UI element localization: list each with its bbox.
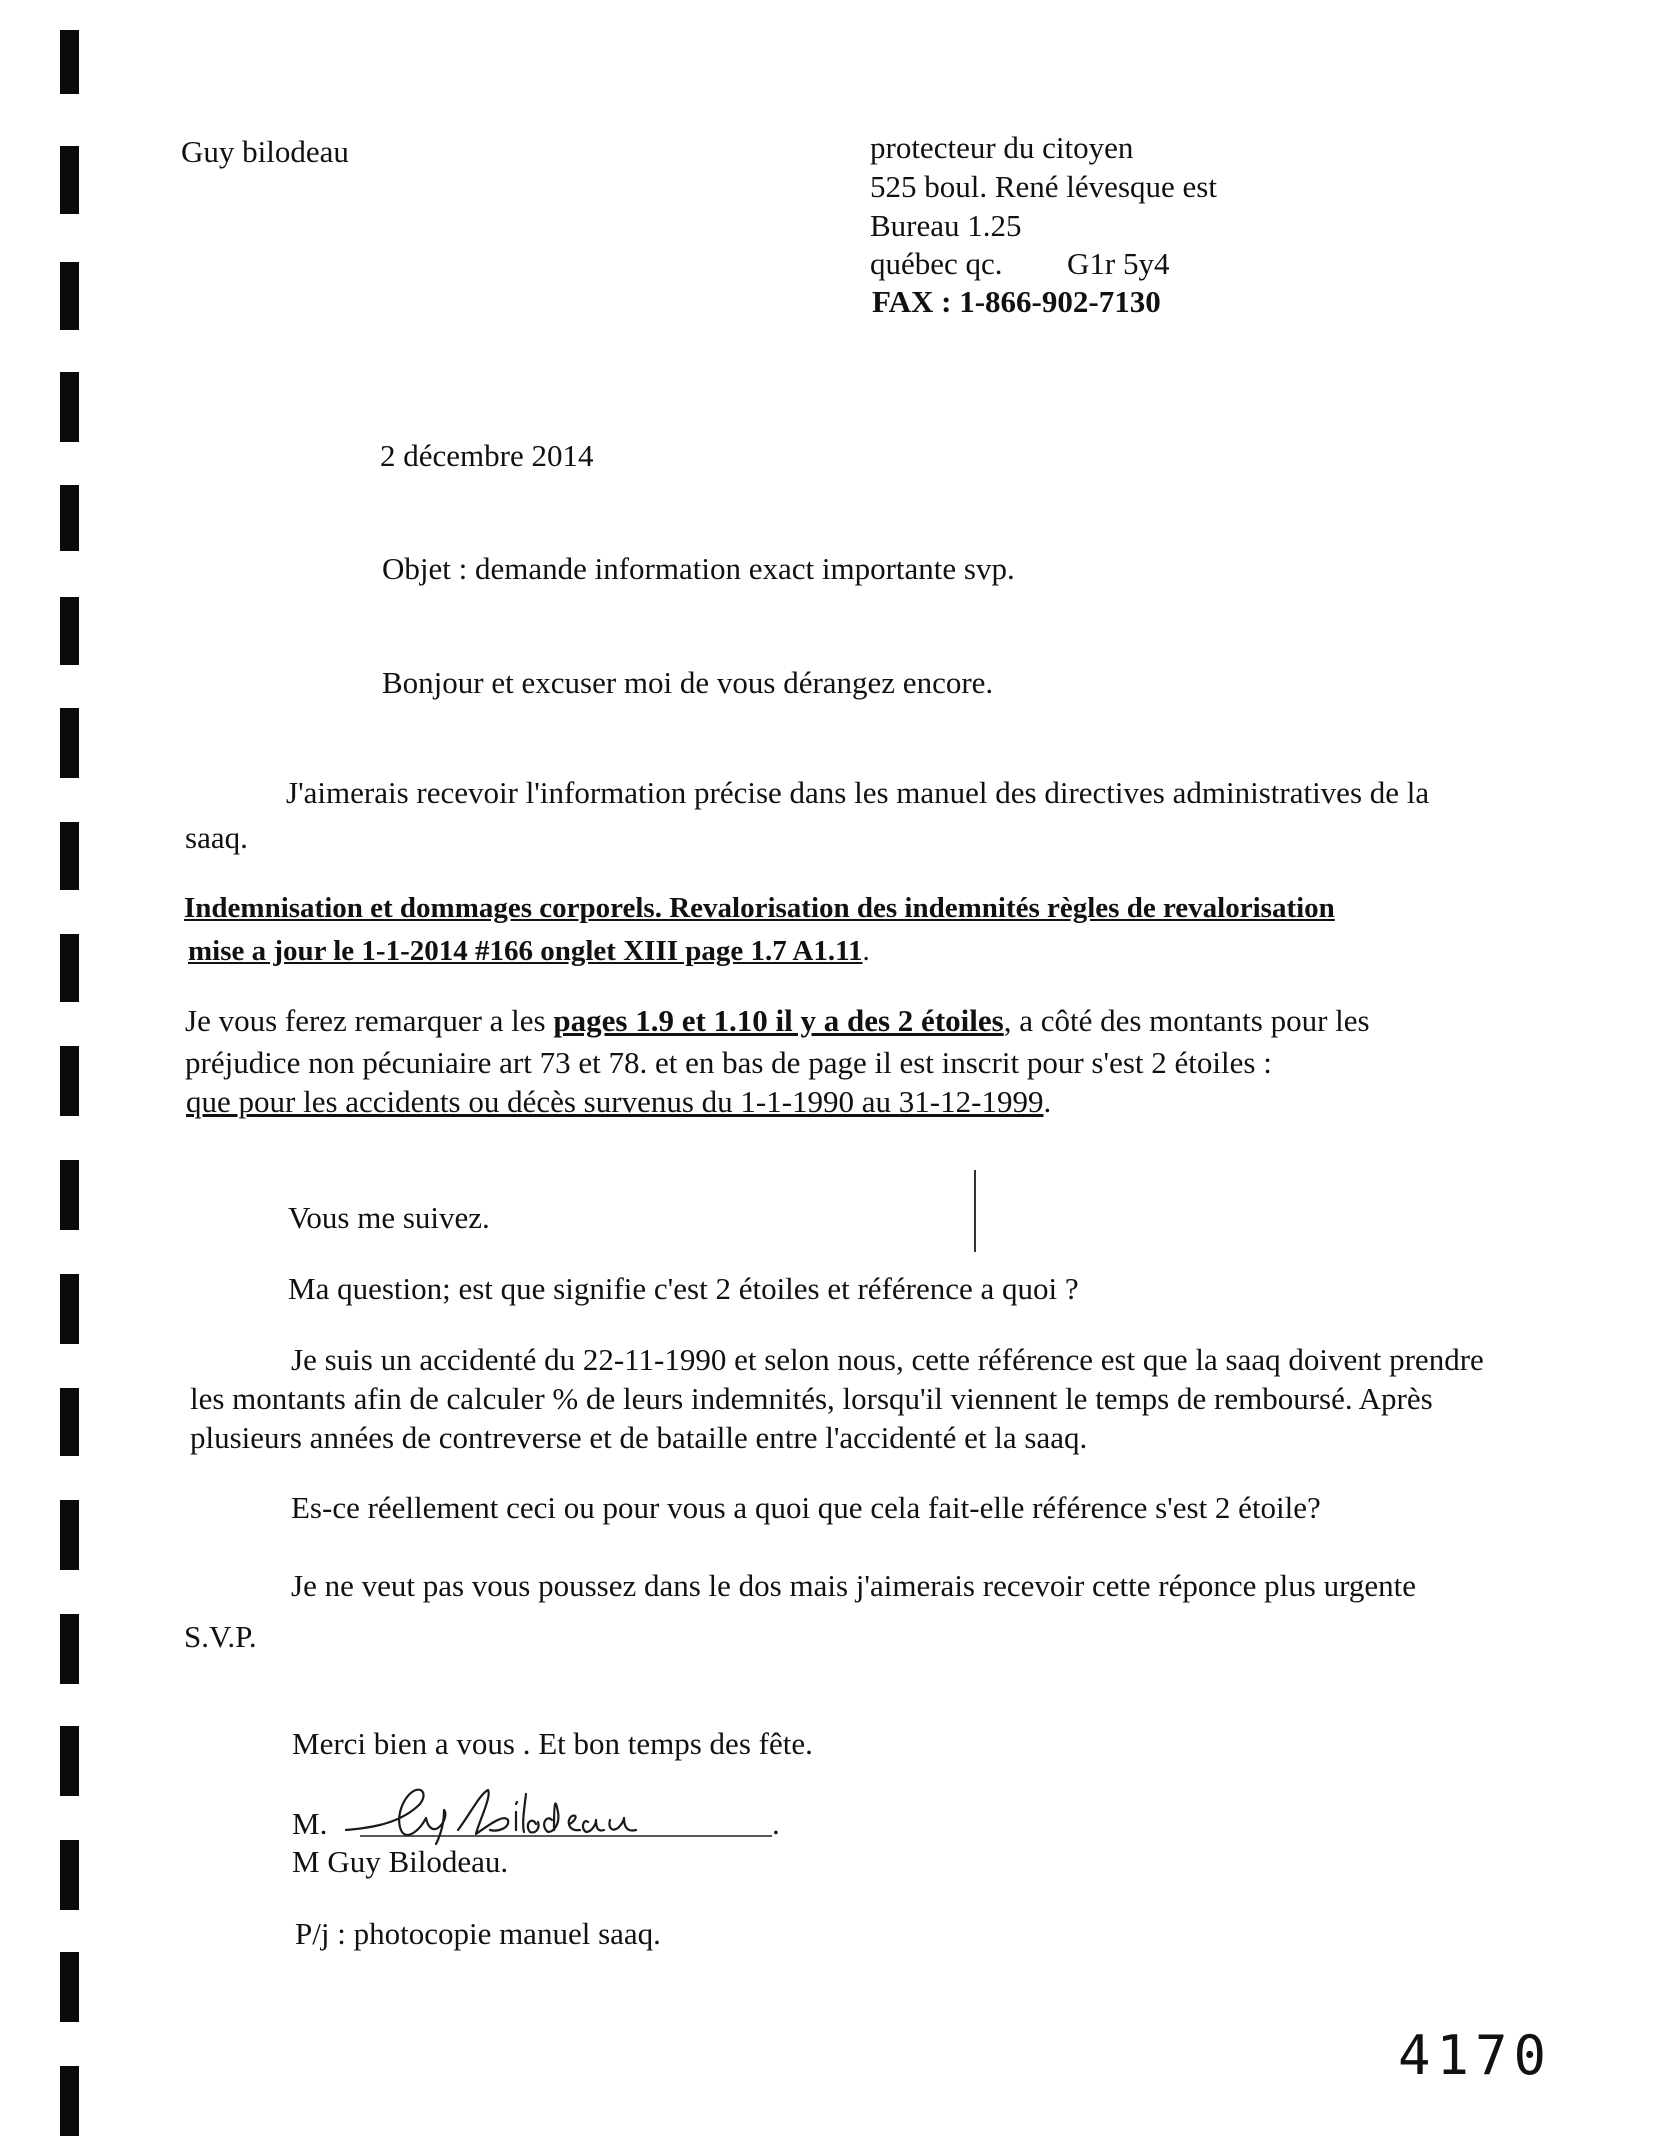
paragraph-5-line-2: S.V.P. <box>184 1619 257 1654</box>
attachment-note: P/j : photocopie manuel saaq. <box>295 1916 661 1951</box>
paragraph-2-line-3 <box>186 1084 1051 1120</box>
paragraph-1-line-1: J'aimerais recevoir l'information précise dans les manuel des directives administratives de la <box>286 775 1430 810</box>
reference-line-2 <box>188 933 870 969</box>
subject-line: Objet : demande information exact importante svp. <box>382 551 1015 586</box>
paragraph-3-line-3: plusieurs années de contreverse et de bataille entre l'accidenté et la saaq. <box>190 1420 1088 1455</box>
letter-date: 2 décembre 2014 <box>380 438 594 473</box>
recipient-line: québec qc. <box>870 246 1003 281</box>
closing-line: Merci bien a vous . Et bon temps des fête. <box>292 1726 813 1761</box>
paragraph-2-line-3-period: . <box>1043 1084 1052 1119</box>
recipient-line: 525 boul. René lévesque est <box>870 169 1217 204</box>
greeting: Bonjour et excuser moi de vous dérangez encore. <box>382 665 994 700</box>
paragraph-3-line-1: Je suis un accidenté du 22-11-1990 et selon nous, cette référence est que la saaq doivent prendre <box>291 1342 1484 1377</box>
paragraph-2-underlined: que pour les accidents ou décès survenus du 1-1-1990 au 31-12-1999 <box>186 1084 1044 1119</box>
paragraph-2-line-1-start: Je vous ferez remarquer a les <box>185 1003 554 1038</box>
signature <box>340 1784 780 1848</box>
paragraph-1-line-2: saaq. <box>185 820 248 855</box>
stray-mark <box>974 1170 976 1252</box>
question-line: Ma question; est que signifie c'est 2 étoiles et référence a quoi ? <box>288 1271 1079 1306</box>
recipient-line: protecteur du citoyen <box>870 130 1134 165</box>
reference-line-2-text: mise a jour le 1-1-2014 #166 onglet XIII page 1.7 A1.11 <box>188 935 863 967</box>
paragraph-4: Es-ce réellement ceci ou pour vous a quoi que cela fait-elle référence s'est 2 étoile? <box>291 1490 1321 1525</box>
handwritten-signature <box>340 1784 780 1848</box>
paragraph-2-line-1 <box>185 1003 1370 1039</box>
page-number: 4170 <box>1398 2024 1553 2087</box>
recipient-fax: FAX : 1-866-902-7130 <box>872 284 1161 319</box>
recipient-postal-code: G1r 5y4 <box>1067 246 1170 281</box>
signature-prefix: M. <box>292 1806 328 1841</box>
reference-line-1: Indemnisation et dommages corporels. Revalorisation des indemnités règles de revalorisation <box>184 892 1335 924</box>
follow-line: Vous me suivez. <box>288 1200 490 1235</box>
recipient-line: Bureau 1.25 <box>870 208 1022 243</box>
paragraph-2-line-1-end: , a côté des montants pour les <box>1003 1003 1370 1038</box>
printed-name: M Guy Bilodeau. <box>292 1844 509 1879</box>
reference-line-2-period: . <box>862 935 870 967</box>
paragraph-3-line-2: les montants afin de calculer % de leurs indemnités, lorsqu'il viennent le temps de remboursé. Après <box>190 1381 1433 1416</box>
sender-name: Guy bilodeau <box>181 134 349 169</box>
paragraph-5-line-1: Je ne veut pas vous poussez dans le dos mais j'aimerais recevoir cette réponce plus urgente <box>291 1568 1416 1603</box>
paragraph-2-emphasis: pages 1.9 et 1.10 il y a des 2 étoiles <box>553 1003 1004 1038</box>
paragraph-2-line-2: préjudice non pécuniaire art 73 et 78. et en bas de page il est inscrit pour s'est 2 étoiles : <box>185 1045 1272 1080</box>
signature-period: . <box>772 1806 780 1841</box>
